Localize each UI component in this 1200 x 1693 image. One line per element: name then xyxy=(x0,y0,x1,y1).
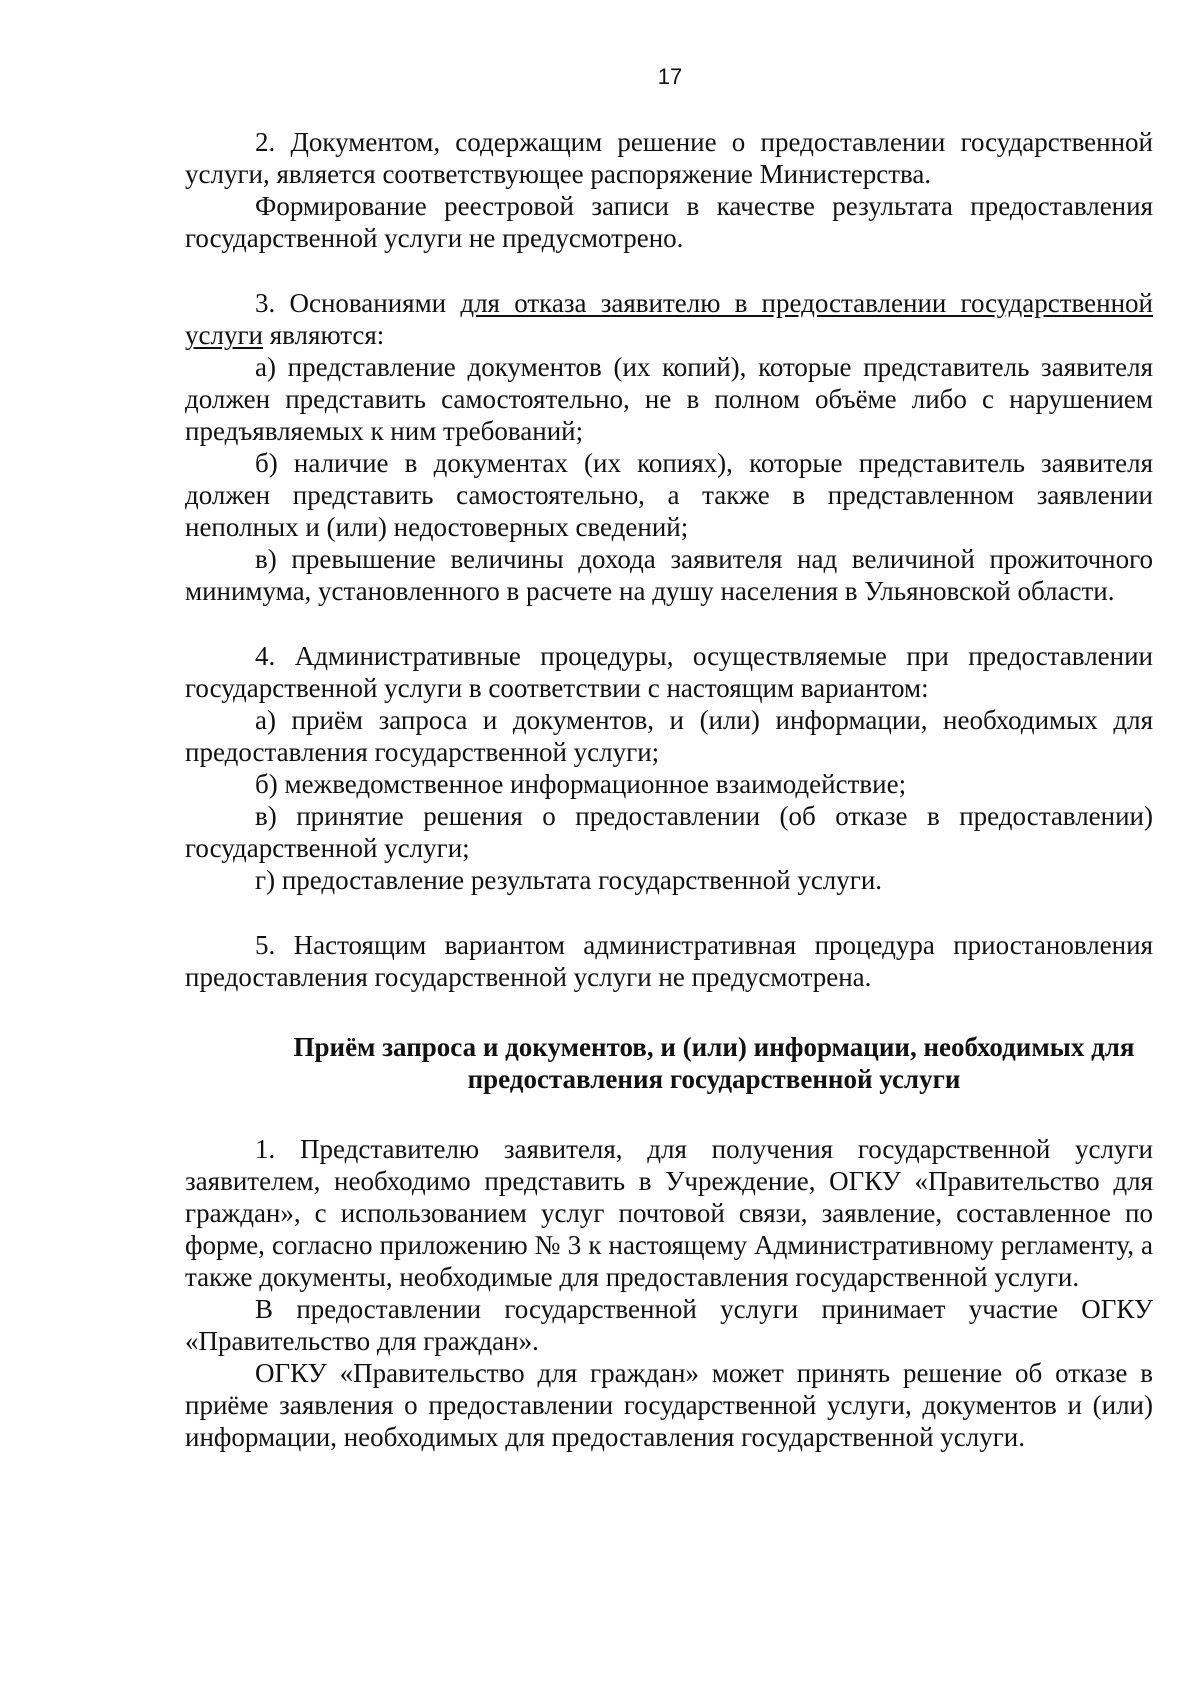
paragraph-4-item-b: б) межведомственное информационное взаимодействие; xyxy=(255,769,907,799)
section-paragraph-refusal: ОГКУ «Правительство для граждан» может принять решение об отказе в приёме заявления о предоставлении государственной услуги, документов и (или) информации, необходимых для предоставления государственной услуги. xyxy=(185,1358,1153,1452)
paragraph-3-item-b: б) наличие в документах (их копиях), которые представитель заявителя должен представить самостоятельно, а также в представленном заявлении неполных и (или) недостоверных сведений; xyxy=(185,448,1153,542)
paragraph-3-item-v: в) превышение величины дохода заявителя над величиной прожиточного минимума, установленного в расчете на душу населения в Ульяновской области. xyxy=(185,544,1153,606)
paragraph-2-result-document: 2. Документом, содержащим решение о предоставлении государственной услуги, является соответствующее распоряжение Министерства. xyxy=(185,127,1153,189)
section-paragraph-participation: В предоставлении государственной услуги принимает участие ОГКУ «Правительство для граждан». xyxy=(185,1294,1153,1356)
paragraph-4-procedures: 4. Административные процедуры, осуществляемые при предоставлении государственной услуги в соответствии с настоящим вариантом: xyxy=(185,641,1153,703)
paragraph-4-item-g: г) предоставление результата государственной услуги. xyxy=(255,865,883,895)
section-paragraph-1: 1. Представителю заявителя, для получения государственной услуги заявителем, необходимо представить в Учреждение, ОГКУ «Правительство для граждан», с использованием услуг почтовой связи, заявление, составленное по форме, согласно приложению № 3 к настоящему Административному регламенту, а также документы, необходимые для предоставления государственной услуги. xyxy=(185,1134,1153,1292)
section-heading-line-2: предоставления государственной услуги xyxy=(467,1064,961,1094)
paragraph-3-item-a: а) представление документов (их копий), которые представитель заявителя должен представить самостоятельно, не в полном объёме либо с нарушением предъявляемых к ним требований; xyxy=(185,352,1153,446)
section-heading-line-1: Приём запроса и документов, и (или) информации, необходимых для xyxy=(293,1032,1135,1062)
paragraph-4-item-a: а) приём запроса и документов, и (или) информации, необходимых для предоставления государственной услуги; xyxy=(185,705,1153,767)
paragraph-3-lead: 3. Основаниями xyxy=(255,288,447,318)
paragraph-3-underlined-phrase: для отказа заявителю в предоставлении государственной услуги xyxy=(185,288,1153,350)
paragraph-3-refusal-grounds xyxy=(185,287,1153,351)
paragraph-3-tail: являются: xyxy=(269,320,385,350)
document-body xyxy=(185,126,1153,1453)
page-number: 17 xyxy=(657,64,683,89)
section-heading xyxy=(185,1031,1153,1095)
paragraph-2-registry-record: Формирование реестровой записи в качестве результата предоставления государственной услуги не предусмотрено. xyxy=(185,191,1153,253)
paragraph-5-suspension: 5. Настоящим вариантом административная процедура приостановления предоставления государственной услуги не предусмотрена. xyxy=(185,930,1153,992)
paragraph-4-item-v: в) принятие решения о предоставлении (об отказе в предоставлении) государственной услуги; xyxy=(185,801,1153,863)
